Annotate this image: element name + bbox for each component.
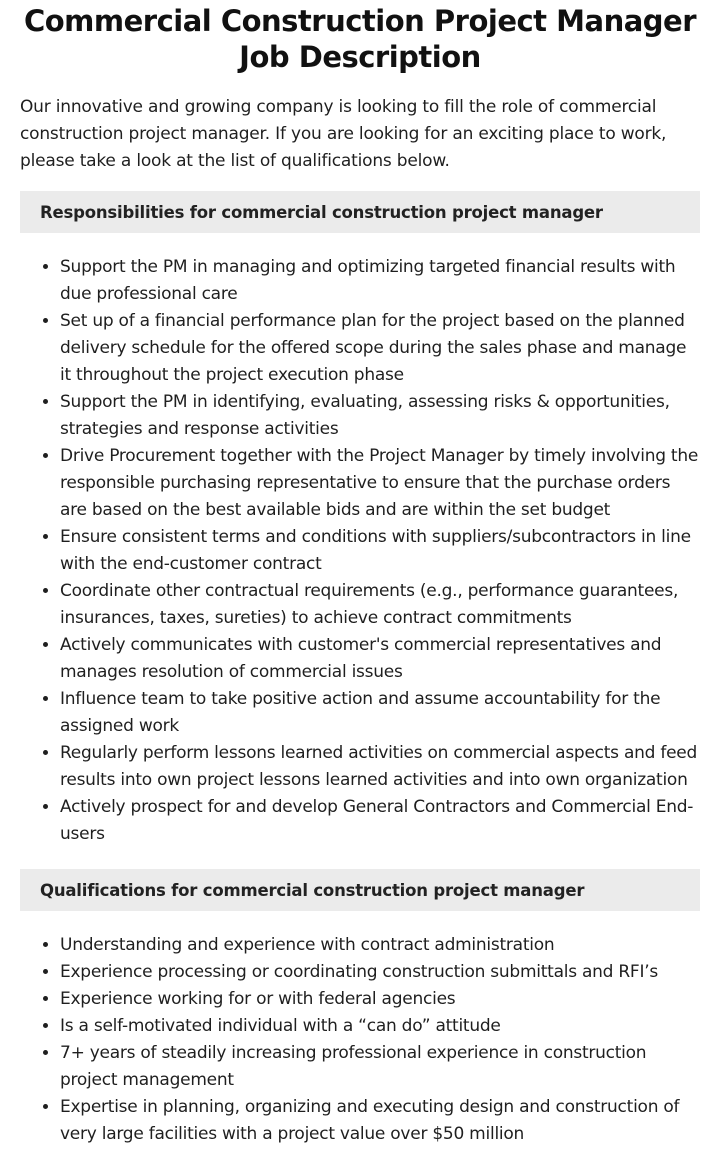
responsibilities-heading: Responsibilities for commercial construction project manager: [40, 202, 603, 222]
responsibilities-list: [20, 254, 700, 848]
list-item: • Support the PM in managing and optimizing targeted financial results with due professional care: [60, 254, 700, 308]
list-item: • Regularly perform lessons learned activities on commercial aspects and feed results into own project lessons learned activities and into own organization: [60, 740, 700, 794]
list-item: • Experience working for or with federal agencies: [60, 986, 700, 1013]
list-item: • Expertise in planning, organizing and executing design and construction of very large facilities with a project value over $50 million: [60, 1094, 700, 1148]
page-title: Commercial Construction Project Manager Job Description: [23, 4, 697, 74]
list-item: • Coordinate other contractual requirements (e.g., performance guarantees, insurances, taxes, sureties) to achieve contract commitments: [60, 578, 700, 632]
list-item: • Support the PM in identifying, evaluating, assessing risks & opportunities, strategies and response activities: [60, 389, 700, 443]
list-item: • Actively communicates with customer's commercial representatives and manages resolution of commercial issues: [60, 632, 700, 686]
list-item: • Influence team to take positive action and assume accountability for the assigned work: [60, 686, 700, 740]
list-item: • Set up of a financial performance plan for the project based on the planned delivery schedule for the offered scope during the sales phase and manage it throughout the project execution phase: [60, 308, 700, 389]
list-item: • Ensure consistent terms and conditions with suppliers/subcontractors in line with the end-customer contract: [60, 524, 700, 578]
list-item: • Drive Procurement together with the Project Manager by timely involving the responsible purchasing representative to ensure that the purchase orders are based on the best available bids and are within the set budget: [60, 443, 700, 524]
responsibilities-header: [20, 191, 700, 233]
list-item: • Is a self-motivated individual with a “can do” attitude: [60, 1013, 700, 1040]
list-item: • 7+ years of steadily increasing professional experience in construction project management: [60, 1040, 700, 1094]
list-item: • Experience processing or coordinating construction submittals and RFI’s: [60, 959, 700, 986]
intro-paragraph: Our innovative and growing company is looking to fill the role of commercial construction project manager. If you are looking for an exciting place to work, please take a look at the list of qualifications below.: [20, 97, 667, 171]
qualifications-list: [20, 932, 700, 1148]
qualifications-header: [20, 869, 700, 911]
list-item: • Actively prospect for and develop General Contractors and Commercial End-users: [60, 794, 700, 848]
qualifications-heading: Qualifications for commercial construction project manager: [40, 880, 585, 900]
list-item: • Understanding and experience with contract administration: [60, 932, 700, 959]
